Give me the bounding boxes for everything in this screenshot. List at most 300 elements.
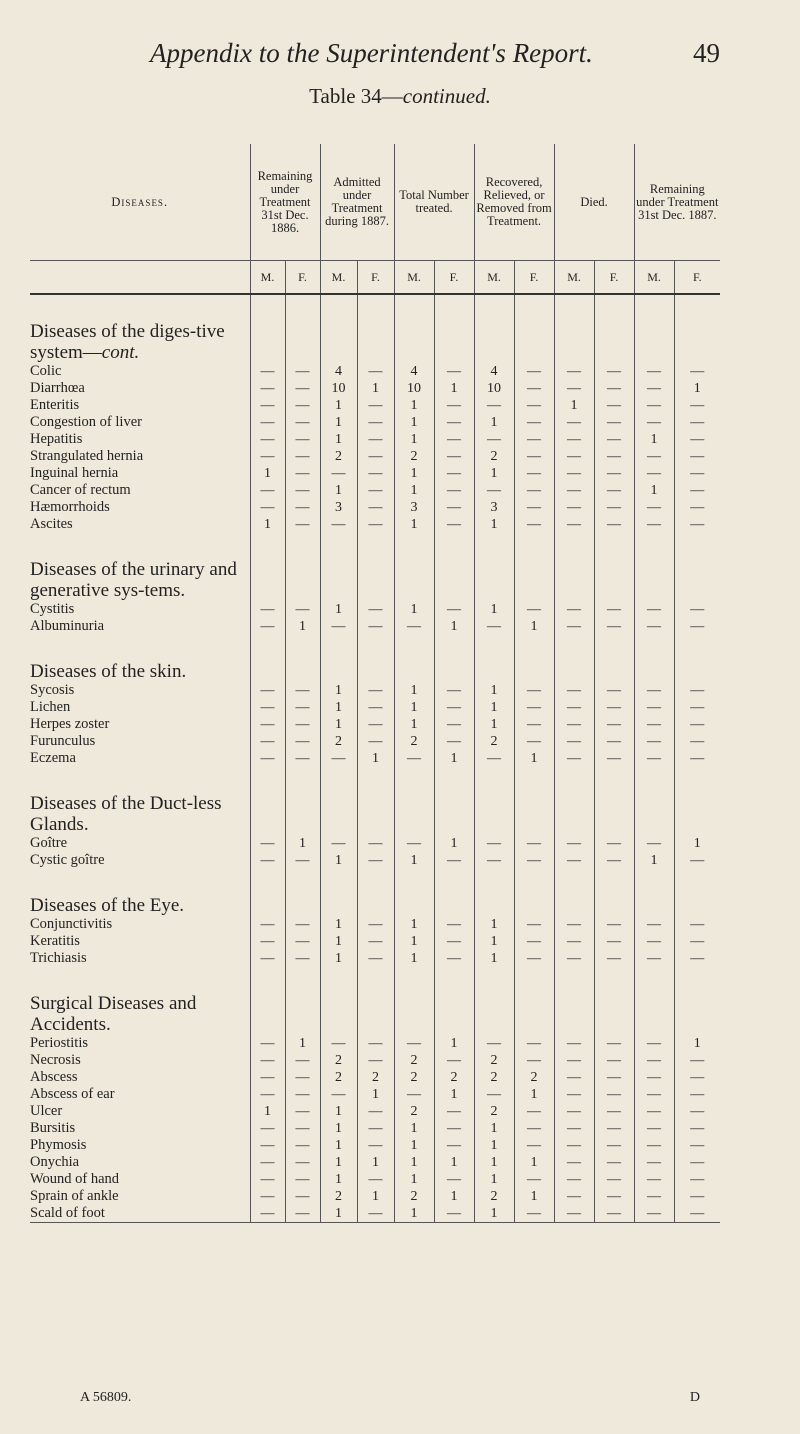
male-count-cell: — — [554, 380, 594, 397]
male-count-cell: 2 — [394, 1052, 434, 1069]
male-count-cell: — — [554, 1052, 594, 1069]
disease-name: Hepatitis — [30, 431, 83, 447]
male-count-cell: 1 — [320, 601, 357, 618]
disease-name: Scald of foot — [30, 1205, 250, 1223]
disease-name: Wound of hand — [30, 1171, 120, 1187]
male-count-cell: 1 — [634, 482, 674, 499]
empty-cell — [320, 869, 357, 916]
female-column-header: F. — [434, 261, 474, 295]
male-count-cell: 10 — [320, 380, 357, 397]
female-count-cell: — — [357, 1171, 394, 1188]
female-count-cell: — — [594, 1120, 634, 1137]
male-count-cell: — — [634, 950, 674, 967]
empty-cell — [357, 533, 394, 601]
male-count-cell: 2 — [474, 448, 514, 465]
section-title — [30, 533, 250, 601]
female-count-cell: — — [594, 618, 634, 635]
female-count-cell: 1 — [674, 835, 720, 852]
female-count-cell: — — [514, 916, 554, 933]
female-count-cell: — — [357, 431, 394, 448]
table-row — [30, 682, 720, 699]
female-count-cell: — — [594, 1188, 634, 1205]
male-count-cell: — — [634, 414, 674, 431]
male-count-cell: — — [554, 431, 594, 448]
male-count-cell: — — [250, 733, 285, 750]
male-count-cell: — — [634, 448, 674, 465]
empty-cell — [514, 967, 554, 1035]
table-row — [30, 397, 720, 414]
female-count-cell: 1 — [434, 380, 474, 397]
female-column-header: F. — [674, 261, 720, 295]
female-count-cell: — — [357, 852, 394, 869]
female-count-cell: — — [514, 601, 554, 618]
male-count-cell: — — [634, 363, 674, 380]
female-count-cell: — — [285, 448, 320, 465]
male-count-cell: — — [250, 1154, 285, 1171]
female-count-cell: — — [285, 516, 320, 533]
disease-name: Strangulated hernia — [30, 448, 144, 464]
male-count-cell: — — [554, 363, 594, 380]
male-count-cell: 2 — [320, 1188, 357, 1205]
female-count-cell: 1 — [674, 1035, 720, 1052]
empty-cell — [674, 635, 720, 682]
male-count-cell: — — [394, 835, 434, 852]
female-count-cell: — — [357, 1103, 394, 1120]
section-title-suffix: cont. — [101, 342, 140, 363]
female-count-cell: — — [357, 448, 394, 465]
female-count-cell: — — [594, 950, 634, 967]
section-title-text: Diseases of the Eye. — [30, 895, 185, 916]
female-count-cell: — — [357, 516, 394, 533]
male-count-cell: 2 — [474, 1052, 514, 1069]
table-row — [30, 950, 720, 967]
female-count-cell: — — [514, 933, 554, 950]
male-count-cell: 1 — [474, 516, 514, 533]
male-count-cell: 1 — [634, 431, 674, 448]
female-count-cell: — — [434, 431, 474, 448]
male-count-cell: 1 — [394, 1154, 434, 1171]
male-count-cell: — — [474, 482, 514, 499]
empty-cell — [634, 767, 674, 835]
disease-name: Colic — [30, 363, 62, 379]
disease-name: Cancer of rectum — [30, 482, 131, 498]
female-count-cell: — — [594, 716, 634, 733]
table-row — [30, 933, 720, 950]
female-count-cell: — — [285, 733, 320, 750]
female-count-cell: 1 — [285, 835, 320, 852]
male-count-cell: 4 — [394, 363, 434, 380]
male-count-cell: 1 — [320, 933, 357, 950]
female-count-cell: — — [357, 1120, 394, 1137]
female-count-cell: — — [514, 448, 554, 465]
male-count-cell: — — [250, 1205, 285, 1223]
male-count-cell: — — [634, 1103, 674, 1120]
male-count-cell: 1 — [394, 414, 434, 431]
male-count-cell: — — [634, 750, 674, 767]
table-row — [30, 414, 720, 431]
female-count-cell: 1 — [357, 1086, 394, 1103]
empty-cell — [320, 294, 357, 363]
running-head — [150, 38, 720, 69]
female-count-cell: — — [434, 1103, 474, 1120]
male-count-cell: 1 — [394, 933, 434, 950]
male-count-cell: 1 — [394, 699, 434, 716]
empty-cell — [285, 635, 320, 682]
male-count-cell: 1 — [474, 933, 514, 950]
male-count-cell: — — [634, 835, 674, 852]
male-count-cell: — — [554, 499, 594, 516]
male-column-header: M. — [250, 261, 285, 295]
empty-cell — [285, 533, 320, 601]
disease-name: Necrosis — [30, 1052, 81, 1068]
female-count-cell: 1 — [434, 1086, 474, 1103]
empty-cell — [674, 967, 720, 1035]
male-count-cell: — — [554, 916, 594, 933]
disease-name: Periostitis — [30, 1035, 89, 1051]
female-count-cell: — — [434, 1052, 474, 1069]
male-column-header: M. — [554, 261, 594, 295]
table-row — [30, 716, 720, 733]
table-row — [30, 482, 720, 499]
female-count-cell: 2 — [514, 1069, 554, 1086]
male-count-cell: — — [474, 618, 514, 635]
female-count-cell: — — [674, 465, 720, 482]
female-count-cell: — — [357, 499, 394, 516]
male-count-cell: — — [250, 618, 285, 635]
male-count-cell: 1 — [634, 852, 674, 869]
section-header-row — [30, 869, 720, 916]
table-row — [30, 835, 720, 852]
empty-cell — [554, 767, 594, 835]
female-count-cell: — — [594, 852, 634, 869]
female-count-cell: — — [594, 1069, 634, 1086]
section-title — [30, 967, 250, 1035]
female-count-cell: — — [594, 448, 634, 465]
empty-cell — [434, 533, 474, 601]
female-count-cell: — — [285, 750, 320, 767]
empty-cell — [554, 967, 594, 1035]
female-count-cell: — — [434, 601, 474, 618]
empty-cell — [594, 635, 634, 682]
female-count-cell: — — [594, 1205, 634, 1223]
female-count-cell: — — [514, 699, 554, 716]
female-count-cell: — — [434, 699, 474, 716]
male-count-cell: — — [634, 1171, 674, 1188]
column-group-header: Total Number treated. — [394, 144, 474, 261]
female-count-cell: — — [434, 465, 474, 482]
female-count-cell: 2 — [434, 1069, 474, 1086]
female-count-cell: — — [594, 1086, 634, 1103]
male-count-cell: — — [250, 1171, 285, 1188]
female-count-cell: — — [285, 1086, 320, 1103]
female-count-cell: 1 — [285, 1035, 320, 1052]
table-row — [30, 1120, 720, 1137]
disease-name: Sprain of ankle — [30, 1188, 119, 1204]
disease-name: Abscess of ear — [30, 1086, 115, 1102]
female-count-cell: — — [674, 1120, 720, 1137]
female-count-cell: — — [357, 397, 394, 414]
table-row — [30, 1205, 720, 1223]
empty-cell — [554, 294, 594, 363]
table-row — [30, 431, 720, 448]
male-count-cell: — — [554, 699, 594, 716]
female-count-cell: — — [674, 363, 720, 380]
female-column-header: F. — [514, 261, 554, 295]
male-count-cell: — — [554, 933, 594, 950]
female-count-cell: — — [674, 601, 720, 618]
female-count-cell: 1 — [434, 835, 474, 852]
empty-cell — [514, 533, 554, 601]
empty-cell — [394, 294, 434, 363]
table-row — [30, 1154, 720, 1171]
disease-name: Conjunctivitis — [30, 916, 113, 932]
female-count-cell: — — [594, 699, 634, 716]
table-row — [30, 601, 720, 618]
female-count-cell: — — [357, 1052, 394, 1069]
empty-cell — [554, 869, 594, 916]
empty-cell — [285, 967, 320, 1035]
male-count-cell: — — [634, 699, 674, 716]
male-count-cell: — — [554, 601, 594, 618]
male-count-cell: 1 — [320, 1103, 357, 1120]
male-count-cell: — — [394, 1086, 434, 1103]
female-count-cell: — — [674, 716, 720, 733]
male-count-cell: 2 — [394, 733, 434, 750]
empty-cell — [434, 967, 474, 1035]
male-count-cell: 1 — [320, 950, 357, 967]
male-count-cell: 1 — [320, 716, 357, 733]
female-count-cell: — — [514, 516, 554, 533]
female-count-cell: — — [594, 1171, 634, 1188]
female-count-cell: 1 — [514, 1188, 554, 1205]
female-count-cell: — — [594, 380, 634, 397]
empty-cell — [594, 869, 634, 916]
page-number: 49 — [693, 38, 720, 68]
male-count-cell: 2 — [394, 1103, 434, 1120]
male-count-cell: 1 — [474, 414, 514, 431]
male-count-cell: — — [554, 1154, 594, 1171]
male-count-cell: — — [250, 916, 285, 933]
footer-sheet-mark: D — [689, 1390, 700, 1405]
male-count-cell: — — [474, 852, 514, 869]
table-title-main: Table 34— — [309, 84, 403, 108]
empty-cell — [285, 767, 320, 835]
disease-name: Inguinal hernia — [30, 465, 119, 481]
female-count-cell: — — [285, 1069, 320, 1086]
empty-cell — [474, 967, 514, 1035]
disease-name: Sycosis — [30, 682, 75, 698]
male-count-cell: 1 — [394, 916, 434, 933]
table-row — [30, 1137, 720, 1154]
female-count-cell: — — [357, 601, 394, 618]
male-count-cell: 1 — [320, 1205, 357, 1223]
male-count-cell: 1 — [474, 916, 514, 933]
male-count-cell: — — [634, 1188, 674, 1205]
female-count-cell: — — [674, 516, 720, 533]
empty-cell — [285, 294, 320, 363]
female-count-cell: — — [594, 397, 634, 414]
female-count-cell: — — [514, 397, 554, 414]
male-count-cell: — — [634, 380, 674, 397]
female-count-cell: — — [594, 1103, 634, 1120]
female-count-cell: — — [674, 448, 720, 465]
female-count-cell: — — [674, 1086, 720, 1103]
female-count-cell: — — [434, 1205, 474, 1223]
female-count-cell: — — [357, 933, 394, 950]
table-row — [30, 1035, 720, 1052]
male-count-cell: — — [554, 1205, 594, 1223]
empty-cell — [250, 967, 285, 1035]
female-count-cell: — — [674, 682, 720, 699]
male-count-cell: — — [250, 950, 285, 967]
empty-cell — [357, 635, 394, 682]
section-header-row — [30, 967, 720, 1035]
male-count-cell: — — [474, 397, 514, 414]
male-count-cell: 1 — [320, 682, 357, 699]
female-count-cell: — — [434, 482, 474, 499]
female-count-cell: — — [674, 1052, 720, 1069]
male-count-cell: — — [320, 835, 357, 852]
empty-cell — [250, 533, 285, 601]
female-count-cell: — — [285, 1052, 320, 1069]
male-count-cell: — — [554, 950, 594, 967]
male-count-cell: 1 — [394, 682, 434, 699]
male-count-cell: 2 — [474, 1188, 514, 1205]
male-count-cell: 1 — [474, 699, 514, 716]
male-count-cell: 1 — [320, 699, 357, 716]
female-count-cell: — — [285, 950, 320, 967]
table-row — [30, 750, 720, 767]
empty-cell — [674, 294, 720, 363]
female-count-cell: — — [514, 1205, 554, 1223]
empty-cell — [634, 533, 674, 601]
female-count-cell: — — [674, 1137, 720, 1154]
female-count-cell: — — [674, 852, 720, 869]
male-count-cell: 1 — [474, 950, 514, 967]
female-count-cell: — — [514, 1171, 554, 1188]
disease-name: Cystic goître — [30, 852, 105, 868]
disease-name: Enteritis — [30, 397, 80, 413]
male-count-cell: — — [554, 618, 594, 635]
disease-name: Trichiasis — [30, 950, 87, 966]
male-count-cell: — — [250, 699, 285, 716]
male-count-cell: 10 — [394, 380, 434, 397]
female-count-cell: — — [285, 499, 320, 516]
male-count-cell: 1 — [474, 601, 514, 618]
disease-name: Cystitis — [30, 601, 75, 617]
male-count-cell: — — [320, 1086, 357, 1103]
male-count-cell: — — [250, 1086, 285, 1103]
female-count-cell: — — [594, 1154, 634, 1171]
empty-cell — [250, 294, 285, 363]
male-count-cell: 1 — [250, 516, 285, 533]
disease-name: Onychia — [30, 1154, 80, 1170]
female-count-cell: — — [514, 835, 554, 852]
male-count-cell: 1 — [394, 852, 434, 869]
male-count-cell: 1 — [320, 852, 357, 869]
male-count-cell: — — [554, 1035, 594, 1052]
female-count-cell: — — [357, 699, 394, 716]
female-count-cell: — — [674, 618, 720, 635]
female-count-cell: — — [594, 516, 634, 533]
female-count-cell: — — [357, 465, 394, 482]
disease-name: Keratitis — [30, 933, 80, 949]
female-count-cell: — — [434, 716, 474, 733]
male-count-cell: — — [250, 363, 285, 380]
female-count-cell: 1 — [434, 1154, 474, 1171]
male-count-cell: — — [250, 448, 285, 465]
table-row — [30, 699, 720, 716]
female-count-cell: — — [285, 716, 320, 733]
female-count-cell: — — [285, 699, 320, 716]
female-count-cell: 1 — [674, 380, 720, 397]
empty-cell — [434, 767, 474, 835]
disease-name: Herpes zoster — [30, 716, 110, 732]
table-row — [30, 733, 720, 750]
male-count-cell: — — [554, 1103, 594, 1120]
section-header-row — [30, 767, 720, 835]
table-row — [30, 1086, 720, 1103]
male-count-cell: — — [554, 1137, 594, 1154]
female-count-cell: — — [514, 682, 554, 699]
male-count-cell: — — [320, 750, 357, 767]
female-count-cell: 1 — [434, 750, 474, 767]
male-count-cell: — — [250, 835, 285, 852]
male-count-cell: — — [250, 1188, 285, 1205]
disease-name: Bursitis — [30, 1120, 76, 1136]
table-row — [30, 380, 720, 397]
male-count-cell: 2 — [320, 1069, 357, 1086]
statistics-table — [30, 144, 720, 1223]
male-count-cell: — — [554, 733, 594, 750]
male-count-cell: 2 — [320, 448, 357, 465]
table-row — [30, 465, 720, 482]
female-count-cell: — — [434, 916, 474, 933]
female-count-cell: — — [674, 397, 720, 414]
empty-cell — [394, 967, 434, 1035]
female-count-cell: — — [285, 465, 320, 482]
female-count-cell: — — [285, 1171, 320, 1188]
male-count-cell: 1 — [394, 1120, 434, 1137]
male-count-cell: — — [634, 1120, 674, 1137]
section-title — [30, 767, 250, 835]
male-count-cell: 2 — [474, 1103, 514, 1120]
female-count-cell: — — [434, 1171, 474, 1188]
female-count-cell: — — [285, 1137, 320, 1154]
male-count-cell: — — [394, 1035, 434, 1052]
female-count-cell: — — [434, 397, 474, 414]
female-count-cell: — — [357, 733, 394, 750]
empty-cell — [594, 294, 634, 363]
empty-cell — [594, 967, 634, 1035]
male-count-cell: 1 — [394, 1205, 434, 1223]
male-count-cell: — — [554, 1171, 594, 1188]
section-title — [30, 869, 250, 916]
female-count-cell: 1 — [514, 1154, 554, 1171]
female-count-cell: — — [434, 414, 474, 431]
section-title — [30, 635, 250, 682]
male-count-cell: 2 — [394, 1188, 434, 1205]
female-count-cell: 1 — [434, 618, 474, 635]
female-count-cell: — — [285, 852, 320, 869]
male-count-cell: — — [394, 750, 434, 767]
female-column-header: F. — [357, 261, 394, 295]
male-count-cell: 1 — [474, 1154, 514, 1171]
female-count-cell: — — [594, 414, 634, 431]
female-count-cell: 1 — [357, 380, 394, 397]
blank-header — [30, 261, 250, 295]
section-header-row — [30, 294, 720, 363]
